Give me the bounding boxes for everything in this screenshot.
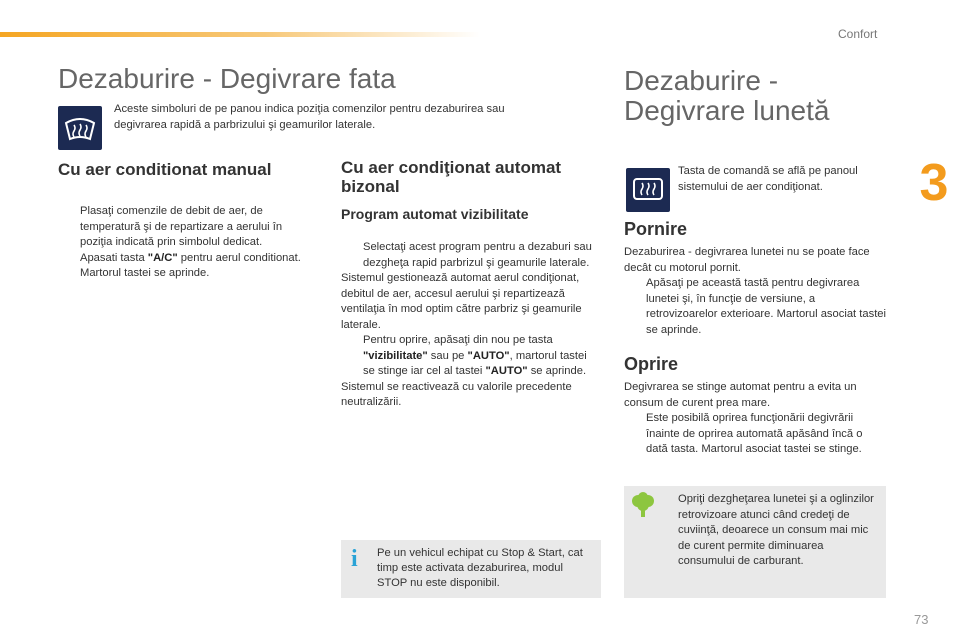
front-intro-text: Aceste simboluri de pe panou indica poziţia comenzilor pentru dezaburirea sau degivrarea rapidă a parbrizului şi geamurilor laterale. — [114, 103, 505, 131]
list-item: Apasati tasta "A/C" pentru aerul conditionat. Martorul tastei se aprinde. — [80, 251, 301, 279]
key-label: "A/C" — [147, 251, 178, 264]
list-item: Apăsaţi pe această tastă pentru degivrarea lunetei şi, în funcţie de versiune, a retrovizoarelor exterioare. Martorul asociat tastei se aprinde. — [646, 277, 887, 336]
manual-ac-heading: Cu aer conditionat manual — [58, 160, 272, 179]
info-note-box — [341, 540, 601, 598]
page-number: 73 — [914, 612, 929, 627]
info-note-text: Pe un vehicul echipat cu Stop & Start, cat timp este activata dezaburirea, modul STOP nu este disponibil. — [377, 547, 583, 589]
pornire-heading: Pornire — [624, 219, 688, 239]
page-title-front: Dezaburire - Degivrare fata — [58, 63, 396, 94]
page-title-rear: Dezaburire - Degivrare lunetă — [624, 65, 830, 126]
eco-tree-icon — [632, 492, 654, 523]
visibility-program-heading: Program automat vizibilitate — [341, 206, 529, 222]
oprire-heading: Oprire — [624, 354, 679, 374]
eco-note-text: Opriţi dezgheţarea lunetei şi a oglinzilor retrovizoare atunci când credeţi de cuviinţă, deoarece un consum mai mic de curent permite diminuarea consumului de carburant. — [678, 493, 874, 567]
auto-paragraph-2: Sistemul se reactivează cu valorile precedente neutralizării. — [341, 380, 572, 408]
auto-ac-instructions — [341, 240, 599, 411]
list-item: Este posibilă oprirea funcţionării degivrării înainte de oprirea automată apăsând încă o dată tasta. Martorul asociat tastei se stinge. — [646, 412, 863, 455]
rear-intro-text: Tasta de comandă se află pe panoul sistemului de aer condiţionat. — [678, 165, 858, 193]
info-icon: i — [351, 546, 358, 572]
header-accent-bar — [0, 32, 480, 37]
windscreen-demist-icon — [58, 106, 102, 150]
eco-note-box — [624, 486, 886, 598]
section-label: Confort — [838, 27, 878, 41]
manual-ac-instructions — [58, 204, 303, 282]
list-item: Pentru oprire, apăsaţi din nou pe tasta "vizibilitate" sau pe "AUTO", martorul tastei se stinge iar cel al tastei "AUTO" se aprinde. — [363, 334, 587, 377]
list-item: Selectaţi acest program pentru a dezaburi sau dezgheţa rapid parbrizul şi geamurile laterale. — [363, 241, 592, 269]
auto-paragraph-1: Sistemul gestionează automat aerul condiţionat, debitul de aer, accesul aerului şi repartizează ventilaţia în mod optim către parbriz şi geamurile laterale. — [341, 272, 582, 331]
chapter-number: 3 — [919, 154, 949, 212]
pornire-content: Dezaburirea - degivrarea lunetei nu se poate face decât cu motorul pornit. Apăsaţi pe această tastă pentru degivrarea lunetei şi, în funcţie de versiune, a retrovizoarelor exterioare. Martorul asociat tastei se aprinde. — [624, 245, 886, 338]
list-item: Plasaţi comenzile de debit de aer, de temperatură şi de repartizare a aerului în poziţia indicată prin simbolul dedicat. — [80, 205, 283, 248]
auto-ac-heading: Cu aer condiţionat automat bizonal — [341, 158, 562, 196]
oprire-content: Degivrarea se stinge automat pentru a evita un consum de curent prea mare. Este posibilă oprirea funcţionării degivrării înainte de oprirea automată apăsând încă o dată tasta. Martorul asociat tastei se stinge. — [624, 380, 886, 458]
rear-screen-demist-icon — [626, 168, 670, 212]
